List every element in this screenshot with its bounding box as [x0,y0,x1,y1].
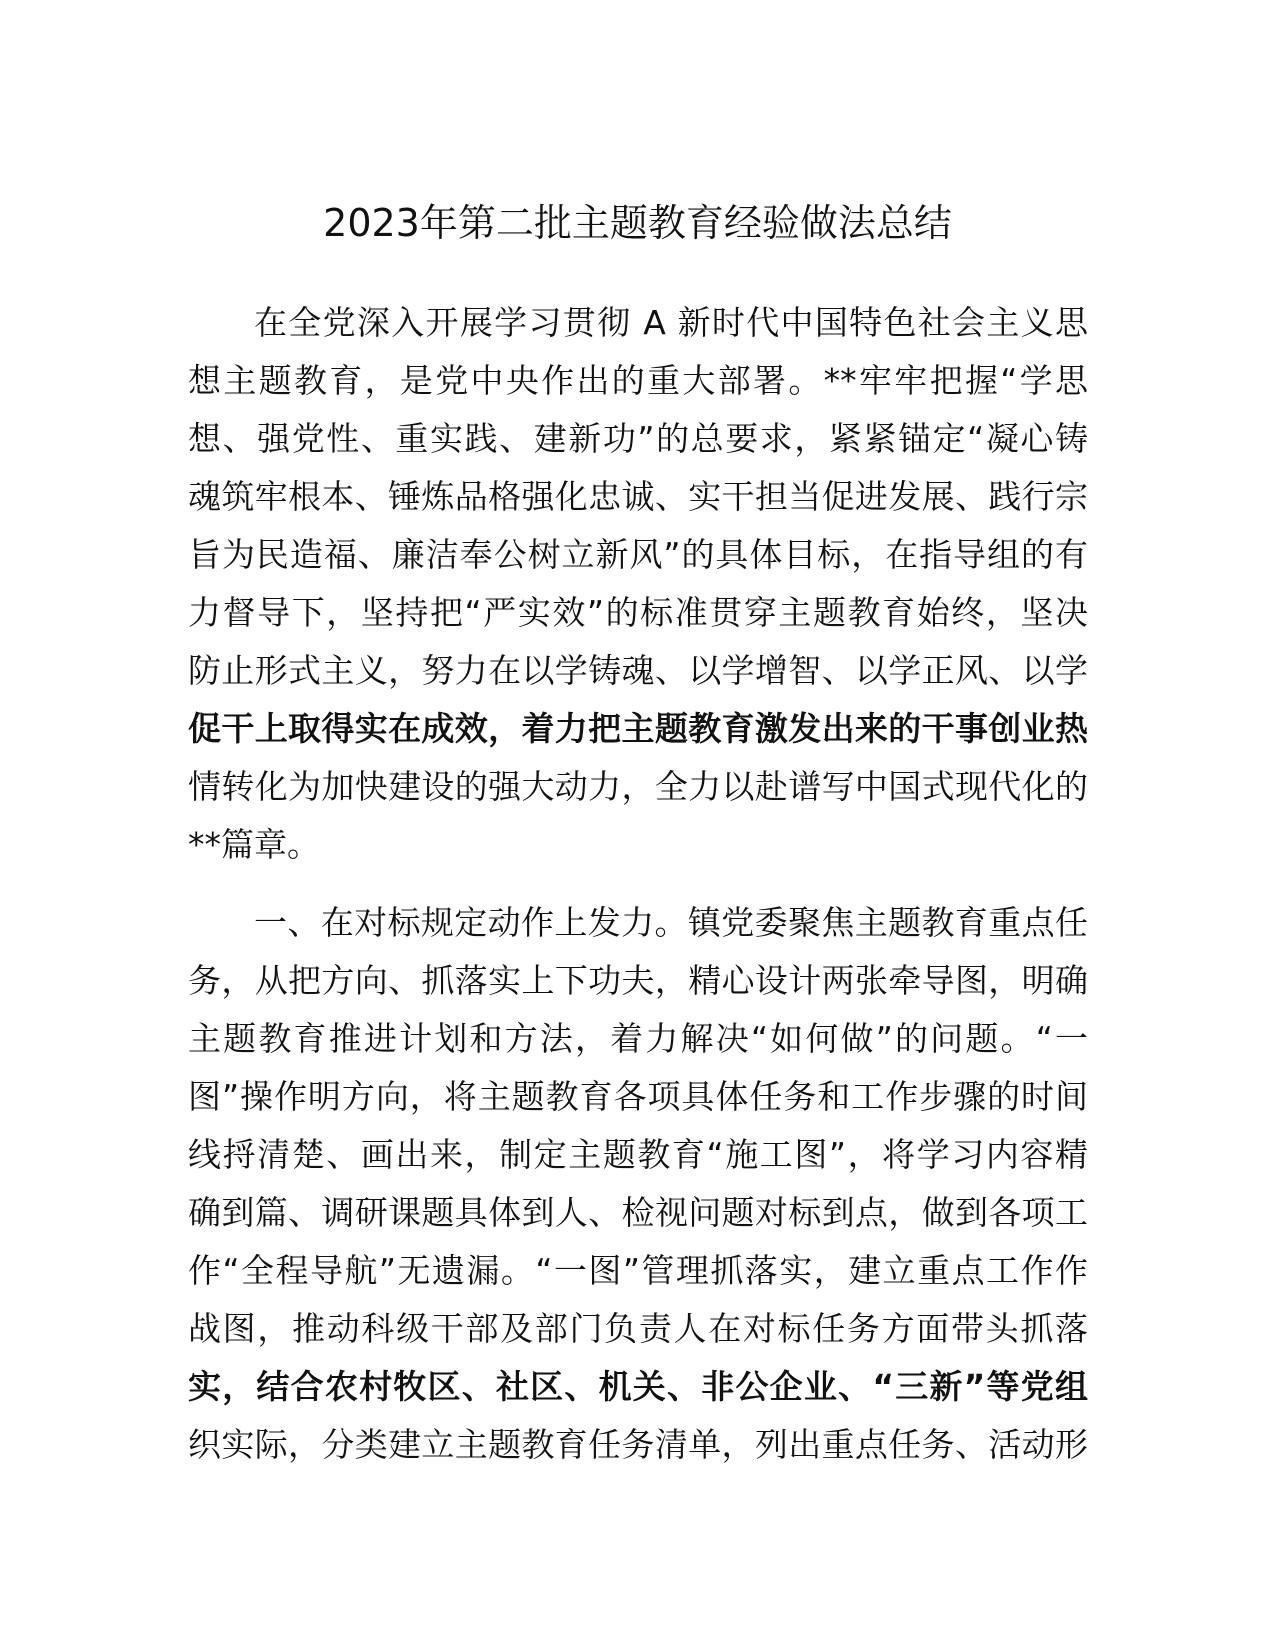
text-line: 魂筑牢根本、锤炼品格强化忠诚、实干担当促进发展、践行宗 [188,477,1088,516]
text-line: 织实际，分类建立主题教育任务清单，列出重点任务、活动形 [188,1425,1088,1464]
text-line: 促干上取得实在成效，着力把主题教育激发出来的干事创业热 [188,709,1088,748]
text-line: **篇章。 [188,825,320,864]
text-line: 在全党深入开展学习贯彻 A 新时代中国特色社会主义思 [254,303,1088,342]
text-line: 防止形式主义，努力在以学铸魂、以学增智、以学正风、以学 [188,651,1088,690]
text-line: 想、强党性、重实践、建新功”的总要求，紧紧锚定“凝心铸 [188,419,1088,458]
text-line: 实，结合农村牧区、社区、机关、非公企业、“三新”等党组 [188,1367,1088,1406]
text-line: 主题教育推进计划和方法，着力解决“如何做”的问题。“一 [188,1019,1088,1058]
text-line: 线捋清楚、画出来，制定主题教育“施工图”，将学习内容精 [188,1135,1088,1174]
text-line: 旨为民造福、廉洁奉公树立新风”的具体目标，在指导组的有 [188,535,1088,574]
text-line: 想主题教育，是党中央作出的重大部署。**牢牢把握“学思 [188,361,1088,400]
text-line: 确到篇、调研课题具体到人、检视问题对标到点，做到各项工 [188,1193,1088,1232]
text-line: 力督导下，坚持把“严实效”的标准贯穿主题教育始终，坚决 [188,593,1088,632]
text-line: 作“全程导航”无遗漏。“一图”管理抓落实，建立重点工作作 [188,1251,1088,1290]
text-line: 情转化为加快建设的强大动力，全力以赴谱写中国式现代化的 [188,767,1088,806]
text-line: 务，从把方向、抓落实上下功夫，精心设计两张牵导图，明确 [188,961,1088,1000]
text-line: 一、在对标规定动作上发力。镇党委聚焦主题教育重点任 [254,903,1088,942]
document-title: 2023年第二批主题教育经验做法总结 [323,201,952,245]
text-line: 图”操作明方向，将主题教育各项具体任务和工作步骤的时间 [188,1077,1088,1116]
paragraph-section-one [188,894,1088,1474]
paragraph-intro [188,294,1088,874]
text-line: 战图，推动科级干部及部门负责人在对标任务方面带头抓落 [188,1309,1088,1348]
